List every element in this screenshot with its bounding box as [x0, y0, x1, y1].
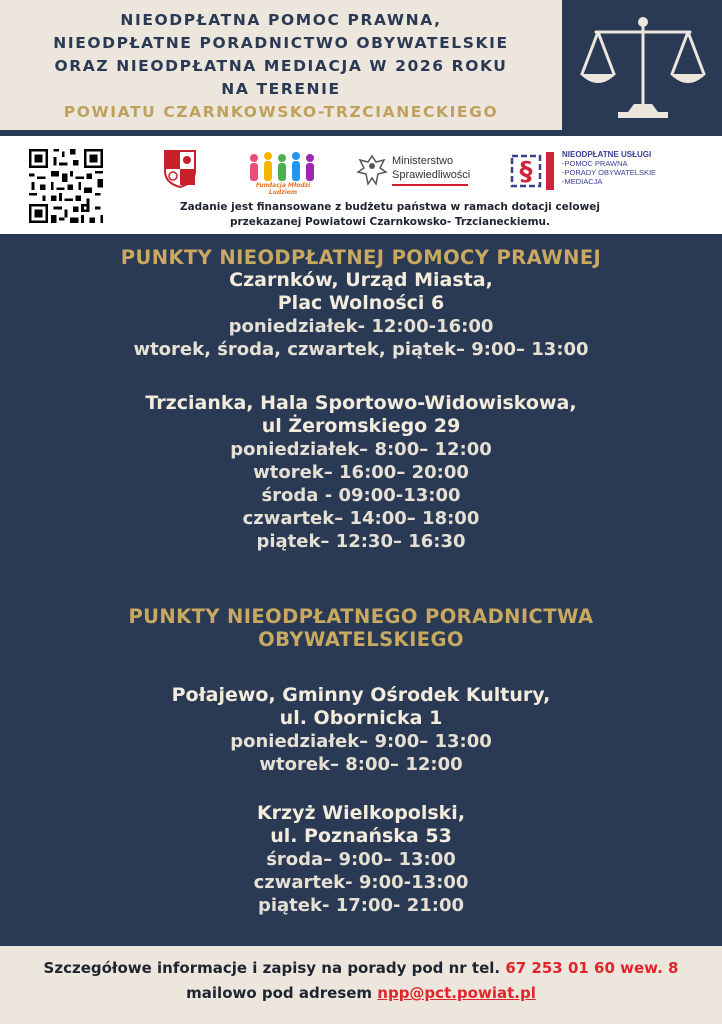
qr-code-icon[interactable]	[26, 146, 106, 226]
nu-item: -MEDIACJA	[562, 177, 603, 186]
header	[0, 0, 722, 136]
legal-services-icon	[510, 150, 556, 192]
ministry-line-1: Ministerstwo	[392, 155, 454, 167]
sponsor-strip	[0, 136, 722, 234]
nieodplatne-uslugi-logo	[510, 150, 680, 192]
legal-aid-point-trzcianka	[0, 392, 722, 553]
civic-title-line-1: PUNKTY NIEODPŁATNEGO PORADNICTWA	[128, 605, 594, 628]
civic-title-line-2: OBYWATELSKIEGO	[258, 628, 464, 651]
ministry-line-2: Sprawiedliwości	[392, 169, 471, 181]
financing-line-1: Zadanie jest finansowane z budżetu państwa w ramach dotacji celowej	[179, 201, 601, 213]
nu-item: -PORADY OBYWATELSKIE	[562, 168, 657, 177]
point-address: Plac Wolności 6	[277, 292, 445, 314]
point-hours: poniedziałek– 8:00– 12:00	[230, 439, 492, 460]
nu-item: -POMOC PRAWNA	[562, 159, 628, 168]
point-address: ul Żeromskiego 29	[261, 415, 461, 437]
footer-email-prefix: mailowo pod adresem	[186, 984, 378, 1002]
point-hours: wtorek, środa, czwartek, piątek– 9:00– 13:00	[133, 339, 589, 360]
point-place: Krzyż Wielkopolski,	[256, 802, 466, 824]
email-link[interactable]: npp@pct.powiat.pl	[377, 984, 536, 1002]
footer-phone-line	[0, 946, 722, 981]
point-place: Czarnków, Urząd Miasta,	[229, 269, 493, 291]
point-hours: piątek- 17:00- 21:00	[257, 895, 465, 916]
point-place: Połajewo, Gminny Ośrodek Kultury,	[171, 684, 551, 706]
ministry-rule	[392, 184, 468, 186]
point-hours: wtorek– 8:00– 12:00	[259, 754, 463, 775]
ministry-logo	[356, 152, 476, 188]
footer	[0, 946, 722, 1024]
svg-text:§: §	[519, 157, 533, 187]
point-hours: piątek– 12:30– 16:30	[256, 531, 466, 552]
legal-aid-section	[0, 246, 722, 361]
financing-note	[120, 200, 660, 230]
civic-section	[0, 605, 722, 651]
civic-point-krzyz	[0, 802, 722, 917]
point-hours: poniedziałek- 12:00-16:00	[228, 316, 494, 337]
fundacja-label: Fundacja Młodzi Ludziom	[255, 182, 311, 196]
main-content	[0, 234, 722, 946]
point-address: ul. Obornicka 1	[279, 707, 443, 729]
footer-email-line	[0, 981, 722, 1006]
ministry-name	[392, 154, 470, 182]
header-title-box	[0, 0, 562, 130]
header-highlight: POWIATU CZARNKOWSKO-TRZCIANECKIEGO	[63, 102, 499, 121]
phone-number[interactable]: 67 253 01 60 wew. 8	[505, 959, 679, 977]
point-hours: środa - 09:00-13:00	[261, 485, 461, 506]
nu-title: NIEODPŁATNE USŁUGI	[562, 150, 652, 159]
point-address: ul. Poznańska 53	[270, 825, 452, 847]
header-line-1: NIEODPŁATNA POMOC PRAWNA,	[120, 10, 442, 29]
eagle-icon	[356, 152, 388, 188]
scales-of-justice-icon	[578, 12, 708, 122]
point-hours: czwartek- 9:00-13:00	[253, 872, 469, 893]
point-hours: poniedziałek– 9:00– 13:00	[230, 731, 492, 752]
financing-line-2: przekazanej Powiatowi Czarnkowsko- Trzcianeckiemu.	[229, 216, 550, 228]
nu-text	[562, 150, 656, 186]
point-hours: środa– 9:00– 13:00	[266, 849, 456, 870]
point-hours: czwartek– 14:00– 18:00	[242, 508, 480, 529]
header-line-2: NIEODPŁATNE PORADNICTWO OBYWATELSKIE	[53, 33, 509, 52]
header-line-3: ORAZ NIEODPŁATNA MEDIACJA W 2026 ROKU	[54, 56, 508, 75]
point-place: Trzcianka, Hala Sportowo-Widowiskowa,	[145, 392, 577, 414]
point-hours: wtorek– 16:00– 20:00	[253, 462, 469, 483]
fundacja-logo	[244, 148, 322, 196]
legal-aid-title: PUNKTY NIEODPŁATNEJ POMOCY PRAWNEJ	[120, 246, 602, 269]
header-line-4: NA TERENIE	[221, 79, 341, 98]
footer-phone-prefix: Szczegółowe informacje i zapisy na porady pod nr tel.	[43, 959, 506, 977]
county-crest-icon	[163, 149, 197, 189]
civic-point-polajewo	[0, 684, 722, 776]
